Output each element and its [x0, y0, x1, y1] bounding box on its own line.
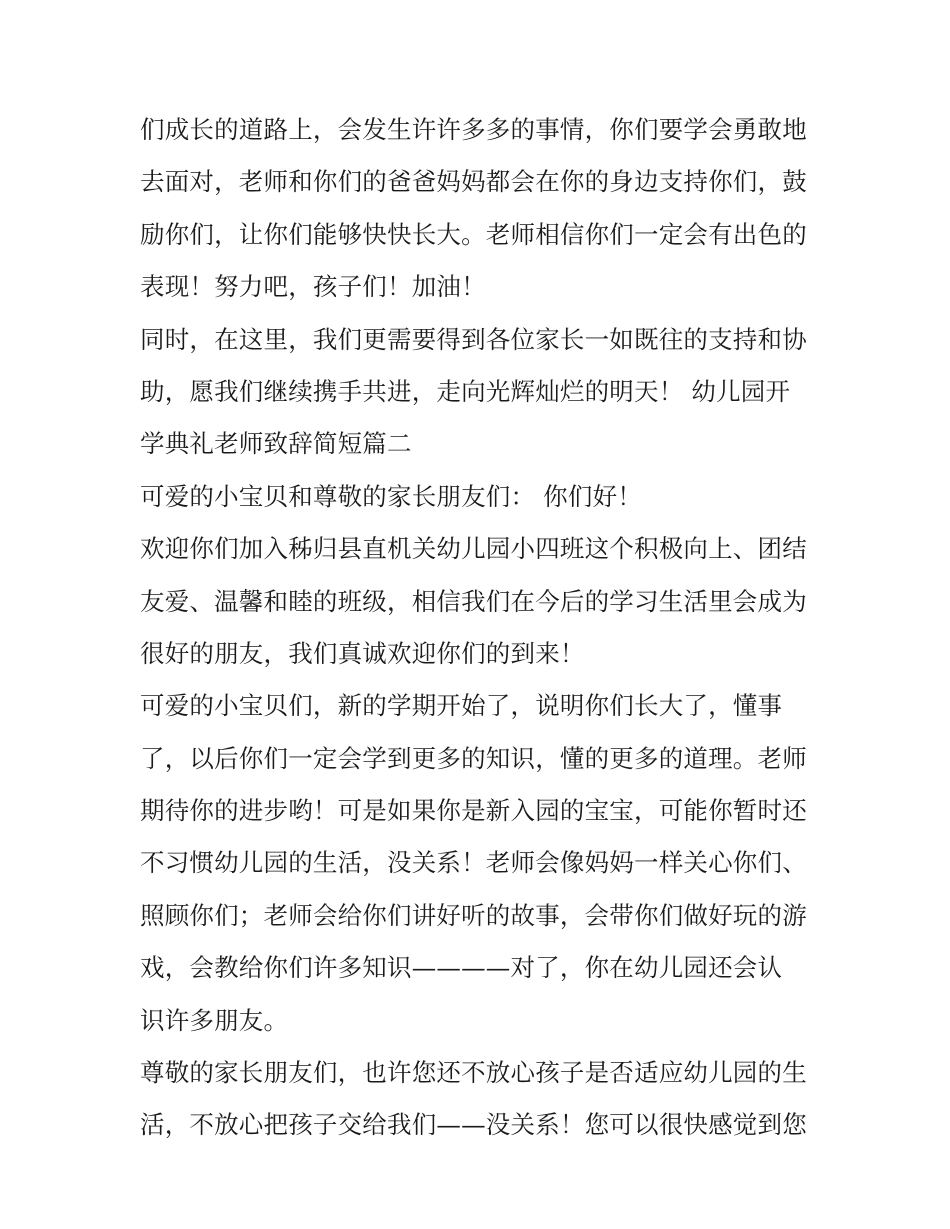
text-line: 尊敬的家长朋友们，也许您还不放心孩子是否适应幼儿园的生	[140, 1058, 807, 1088]
text-line: 们成长的道路上，会发生许许多多的事情，你们要学会勇敢地	[140, 115, 807, 144]
text-line: 去面对，老师和你们的爸爸妈妈都会在你的身边支持你们，鼓	[140, 167, 807, 197]
text-line: 很好的朋友，我们真诚欢迎你们的到来！	[140, 638, 585, 668]
text-line: 学典礼老师致辞简短篇二	[140, 429, 412, 459]
text-line: 了，以后你们一定会学到更多的知识，懂的更多的道理。老师	[140, 743, 807, 773]
body-text	[140, 104, 820, 1152]
text-line: 可爱的小宝贝和尊敬的家长朋友们： 你们好！	[140, 481, 642, 511]
text-line: 可爱的小宝贝们，新的学期开始了，说明你们长大了，懂事	[140, 691, 783, 721]
text-line: 识许多朋友。	[140, 1005, 289, 1035]
text-line: 照顾你们；老师会给你们讲好听的故事，会带你们做好玩的游	[140, 900, 807, 930]
text-line: 戏，会教给你们许多知识————对了，你在幼儿园还会认	[140, 953, 783, 983]
text-line: 助，愿我们继续携手共进，走向光辉灿烂的明天！ 幼儿园开	[140, 376, 791, 406]
text-line: 期待你的进步哟！可是如果你是新入园的宝宝，可能你暂时还	[140, 796, 807, 826]
text-line: 表现！努力吧，孩子们！加油！	[140, 272, 486, 302]
text-line: 不习惯幼儿园的生活，没关系！老师会像妈妈一样关心你们、	[140, 848, 807, 878]
text-line: 同时，在这里，我们更需要得到各位家长一如既往的支持和协	[140, 324, 807, 354]
text-line: 友爱、温馨和睦的班级，相信我们在今后的学习生活里会成为	[140, 586, 807, 616]
text-line: 欢迎你们加入秭归县直机关幼儿园小四班这个积极向上、团结	[140, 534, 807, 564]
text-line: 活，不放心把孩子交给我们——没关系！您可以很快感觉到您	[140, 1110, 807, 1140]
text-line: 励你们，让你们能够快快长大。老师相信你们一定会有出色的	[140, 219, 807, 249]
